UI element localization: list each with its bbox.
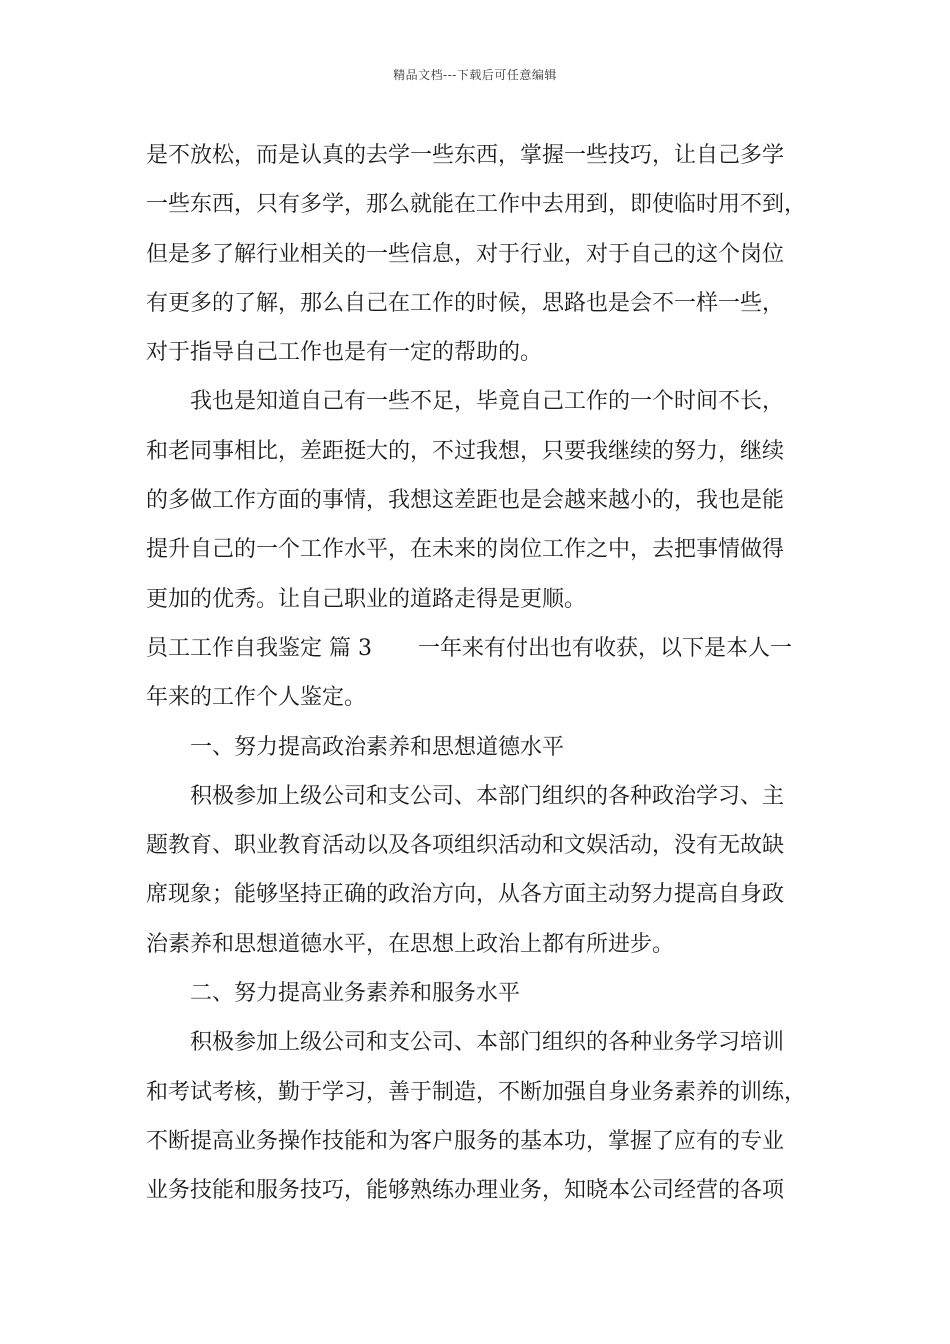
document-body [146,131,826,1216]
text-line: 是不放松，而是认真的去学一些东西，掌握一些技巧，让自己多学 [146,143,785,168]
text-line: 题教育、职业教育活动以及各项组织活动和文娱活动，没有无故缺 [146,833,785,859]
section-intro: 一年来有付出也有收获，以下是本人一 [417,635,792,661]
text-line: 和老同事相比，差距挺大的，不过我想，只要我继续的努力，继续 [146,438,785,464]
paragraph-start: 积极参加上级公司和支公司、本部门组织的各种业务学习培训 [190,1030,785,1056]
text-line: 更加的优秀。让自己职业的道路走得是更顺。 [146,586,587,612]
subheading: 一、努力提高政治素养和思想道德水平 [190,734,565,760]
paragraph-start: 我也是知道自己有一些不足，毕竟自己工作的一个时间不长， [190,389,785,415]
subheading: 二、努力提高业务素养和服务水平 [190,981,521,1007]
text-line: 有更多的了解，那么自己在工作的时候，思路也是会不一样一些， [146,290,785,316]
text-line: 提升自己的一个工作水平，在未来的岗位工作之中，去把事情做得 [146,537,785,563]
text-line: 业务技能和服务技巧，能够熟练办理业务，知晓本公司经营的各项 [146,1178,785,1204]
text-line: 年来的工作个人鉴定。 [146,685,367,711]
text-line: 席现象；能够坚持正确的政治方向，从各方面主动努力提高自身政 [146,882,785,908]
section-title-line [146,624,826,673]
text-line: 的多做工作方面的事情，我想这差距也是会越来越小的，我也是能 [146,488,785,514]
section-title: 员工工作自我鉴定 篇 3 [146,635,372,661]
text-line: 不断提高业务操作技能和为客户服务的基本功，掌握了应有的专业 [146,1128,785,1154]
paragraph-start: 积极参加上级公司和支公司、本部门组织的各种政治学习、主 [190,783,785,809]
text-line: 一些东西，只有多学，那么就能在工作中去用到，即使临时用不到， [146,192,807,218]
page-header: 精品文档---下载后可任意编辑 [393,68,557,82]
text-line: 和考试考核，勤于学习，善于制造，不断加强自身业务素养的训练， [146,1079,807,1105]
text-line: 治素养和思想道德水平，在思想上政治上都有所进步。 [146,931,675,957]
text-line: 对于指导自己工作也是有一定的帮助的。 [146,340,543,366]
text-line: 但是多了解行业相关的一些信息，对于行业，对于自己的这个岗位 [146,241,785,267]
